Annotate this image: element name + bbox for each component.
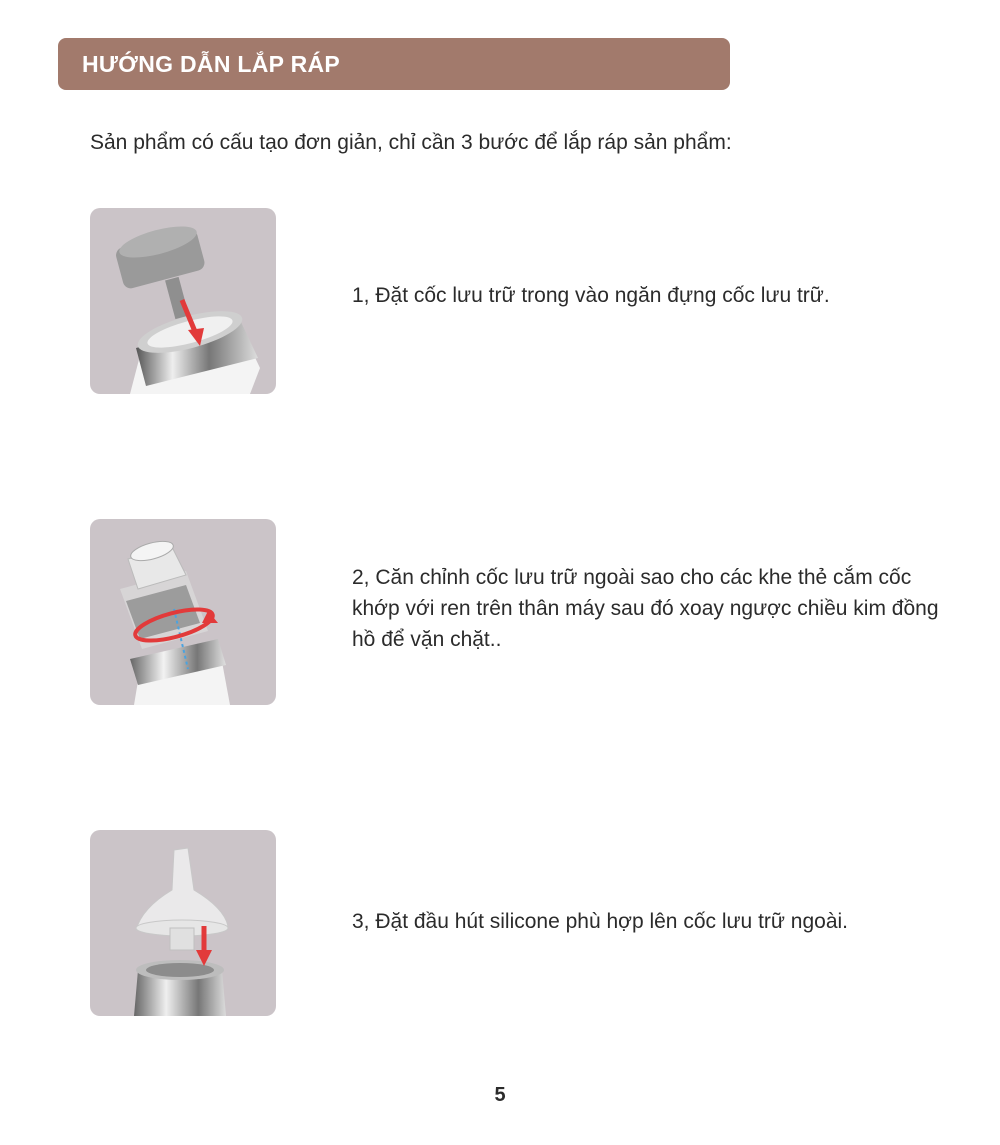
outer-cup-twist-illustration	[90, 519, 276, 705]
inner-cup-insert-illustration	[90, 208, 276, 394]
page-number: 5	[494, 1084, 506, 1106]
section-header	[58, 38, 730, 90]
section-title: HƯỚNG DẪN LẮP RÁP	[82, 50, 341, 77]
step-3-image	[90, 830, 276, 1016]
intro-text: Sản phẩm có cấu tạo đơn giản, chỉ cần 3 bước để lắp ráp sản phẩm:	[90, 131, 732, 154]
step-3-text: 3, Đặt đầu hút silicone phù hợp lên cốc lưu trữ ngoài.	[352, 910, 849, 933]
silicone-tip-attach-illustration	[90, 830, 276, 1016]
step-2-image	[90, 519, 276, 705]
step-1-text: 1, Đặt cốc lưu trữ trong vào ngăn đựng cốc lưu trữ.	[352, 284, 830, 307]
step-1-image	[90, 208, 276, 394]
step-2-text: 2, Căn chỉnh cốc lưu trữ ngoài sao cho các khe thẻ cắm cốc khớp với ren trên thân máy sau đó xoay ngược chiều kim đồng hồ để vặn chặt..	[352, 566, 939, 651]
